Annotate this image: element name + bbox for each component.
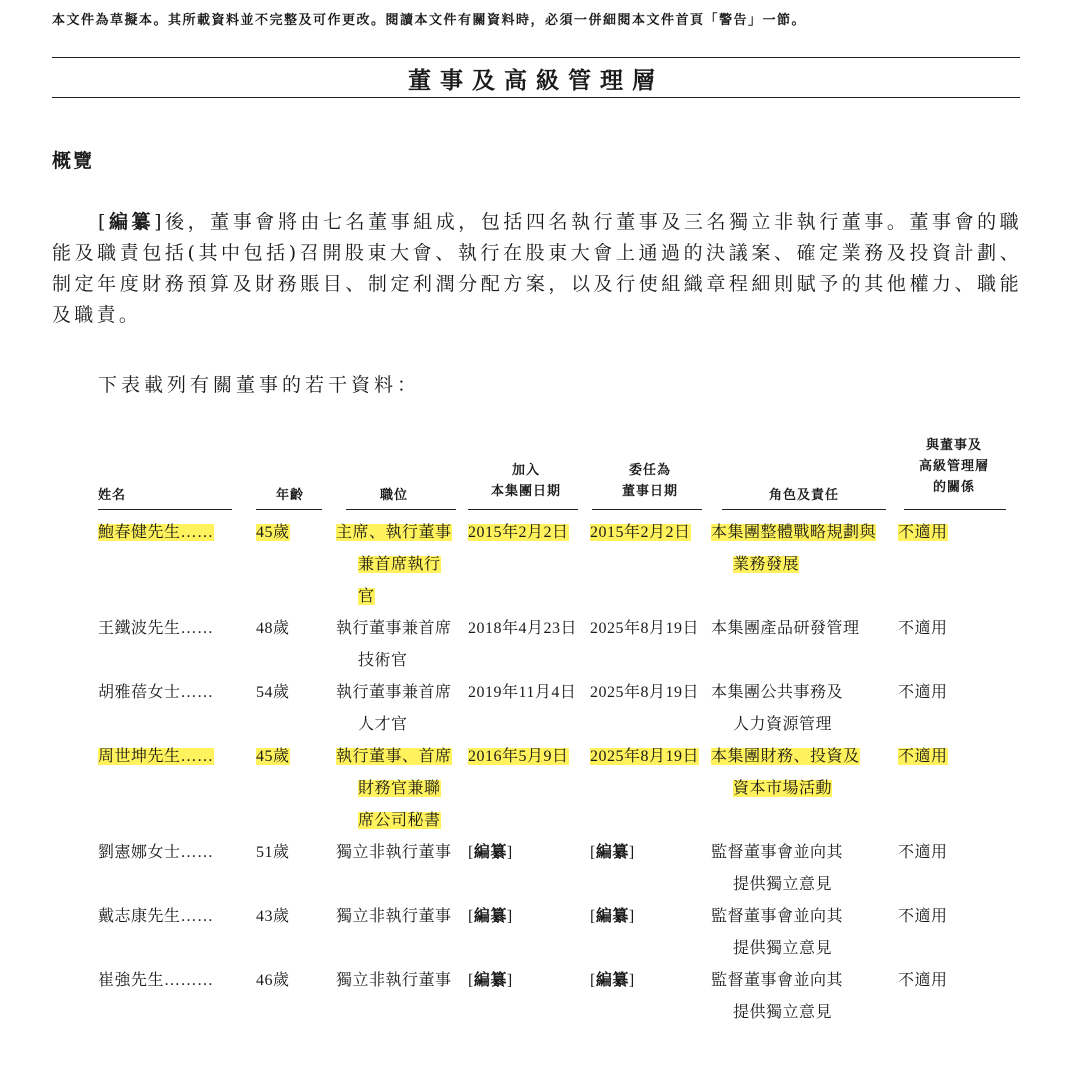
row-position	[336, 741, 452, 837]
row-age	[256, 517, 290, 549]
row-join-date-line: 2016年5月9日	[468, 748, 569, 765]
row-age	[256, 677, 290, 709]
row-role-line: 本集團整體戰略規劃與	[711, 524, 877, 541]
row-appoint-date	[590, 677, 699, 709]
row-age	[256, 741, 290, 773]
row-name-line: 崔強先生………	[98, 972, 214, 989]
row-age-line: 45歲	[256, 748, 290, 765]
row-join-date-line: [編纂]	[468, 844, 513, 861]
row-position	[336, 517, 452, 613]
row-appoint-date	[590, 965, 635, 997]
paragraph-redacted: 編纂	[108, 211, 155, 233]
header-underline	[904, 509, 1006, 510]
row-position	[336, 965, 452, 997]
row-name	[98, 837, 214, 869]
row-name-line: 鮑春健先生……	[98, 524, 214, 541]
header-relation-l1: 與董事及	[925, 438, 982, 453]
row-join-date-line: 2018年4月23日	[468, 620, 578, 637]
row-name-line: 戴志康先生……	[98, 908, 214, 925]
row-appoint-date-line: 2025年8月19日	[590, 748, 700, 765]
row-position	[336, 613, 452, 677]
row-role	[711, 837, 843, 901]
row-name-line: 王鐵波先生……	[98, 620, 214, 637]
row-relation-line: 不適用	[898, 908, 948, 925]
paragraph-text: ]後，董事會將由七名董事組成，包括四名執行董事及三名獨立非執行董事。董事會的職能及職責包括(其中包括)召開股東大會、執行在股東大會上通過的決議案、確定業務及投資計劃、制定年度財務預算及財務賬目、制定利潤分配方案，以及行使組織章程細則賦予的其他權力、職能及職責。	[52, 211, 1022, 326]
row-relation-line: 不適用	[898, 748, 948, 765]
row-role-line: 提供獨立意見	[733, 1004, 833, 1021]
header-underline	[722, 509, 886, 510]
overview-heading: 概覽	[52, 150, 95, 172]
row-role	[711, 677, 843, 741]
row-role-line: 本集團財務、投資及	[711, 748, 860, 765]
header-age: 年齡	[276, 488, 305, 503]
row-position-line: 獨立非執行董事	[336, 844, 452, 861]
row-relation-line: 不適用	[898, 844, 948, 861]
row-position	[336, 837, 452, 869]
row-join-date	[468, 741, 569, 773]
row-position-line: 獨立非執行董事	[336, 972, 452, 989]
row-relation	[898, 677, 948, 709]
header-underline	[346, 509, 456, 510]
row-join-date-line: [編纂]	[468, 972, 513, 989]
row-age	[256, 837, 290, 869]
row-role	[711, 901, 843, 965]
row-position	[336, 901, 452, 933]
row-appoint-date-line: 2025年8月19日	[590, 620, 700, 637]
row-position-line: 技術官	[358, 652, 408, 669]
row-role	[711, 517, 876, 581]
row-age	[256, 965, 290, 997]
row-appoint-date	[590, 517, 691, 549]
row-join-date-line: 2015年2月2日	[468, 524, 569, 541]
row-relation-line: 不適用	[898, 684, 948, 701]
row-name	[98, 965, 214, 997]
row-role-line: 監督董事會並向其	[711, 844, 844, 861]
title-rule-top	[52, 57, 1020, 58]
paragraph-open-bracket: [	[98, 211, 109, 233]
row-role-line: 提供獨立意見	[733, 876, 833, 893]
row-name-line: 胡雅蓓女士……	[98, 684, 214, 701]
row-name	[98, 613, 214, 645]
header-relation-l2: 高級管理層	[918, 459, 989, 474]
row-relation	[898, 613, 948, 645]
row-position-line: 官	[358, 588, 375, 605]
row-age-line: 46歲	[256, 972, 290, 989]
row-position-line: 主席、執行董事	[336, 524, 452, 541]
row-appoint-date-line: 2015年2月2日	[590, 524, 691, 541]
row-join-date	[468, 613, 577, 645]
row-position	[336, 677, 452, 741]
row-relation	[898, 741, 948, 773]
row-join-date	[468, 901, 513, 933]
row-position-line: 執行董事兼首席	[336, 684, 452, 701]
header-appoint-l1: 委任為	[628, 463, 671, 478]
row-role	[711, 965, 843, 1029]
row-join-date	[468, 965, 513, 997]
header-underline	[256, 509, 322, 510]
row-age-line: 54歲	[256, 684, 290, 701]
row-role-line: 業務發展	[733, 556, 800, 573]
row-name	[98, 517, 214, 549]
row-age-line: 45歲	[256, 524, 290, 541]
header-relation-l3: 的關係	[932, 480, 975, 495]
row-name	[98, 741, 214, 773]
row-position-line: 執行董事、首席	[336, 748, 452, 765]
row-role-line: 人力資源管理	[733, 716, 833, 733]
draft-warning: 本文件為草擬本。其所載資料並不完整及可作更改。閱讀本文件有關資料時，必須一併細閱本文件首頁「警告」一節。	[52, 13, 807, 28]
header-underline	[98, 509, 232, 510]
row-appoint-date	[590, 837, 635, 869]
row-join-date	[468, 517, 569, 549]
row-role-line: 本集團產品研發管理	[711, 620, 860, 637]
section-title: 董事及高級管理層	[408, 67, 664, 94]
row-position-line: 席公司秘書	[358, 812, 441, 829]
row-name-line: 劉憲娜女士……	[98, 844, 214, 861]
row-position-line: 財務官兼聯	[358, 780, 441, 797]
header-join-l1: 加入	[511, 463, 540, 478]
header-name: 姓名	[98, 488, 127, 503]
row-position-line: 兼首席執行	[358, 556, 441, 573]
row-join-date	[468, 677, 576, 709]
row-appoint-date-line: [編纂]	[590, 908, 635, 925]
row-join-date-line: 2019年11月4日	[468, 684, 577, 701]
header-role: 角色及責任	[768, 488, 839, 503]
row-join-date	[468, 837, 513, 869]
row-appoint-date-line: [編纂]	[590, 972, 635, 989]
row-relation	[898, 901, 948, 933]
row-age-line: 43歲	[256, 908, 290, 925]
row-role-line: 本集團公共事務及	[711, 684, 844, 701]
row-role-line: 提供獨立意見	[733, 940, 833, 957]
row-role-line: 監督董事會並向其	[711, 972, 844, 989]
header-appoint-l2: 董事日期	[621, 484, 678, 499]
table-intro: 下表載列有關董事的若干資料：	[98, 374, 421, 396]
header-relation	[904, 435, 1004, 498]
row-name	[98, 677, 214, 709]
row-relation-line: 不適用	[898, 524, 948, 541]
row-age-line: 51歲	[256, 844, 290, 861]
row-role	[711, 741, 860, 805]
row-name	[98, 901, 214, 933]
header-appoint	[592, 460, 708, 502]
header-underline	[468, 509, 578, 510]
row-position-line: 獨立非執行董事	[336, 908, 452, 925]
header-join	[468, 460, 584, 502]
row-position-line: 人才官	[358, 716, 408, 733]
header-underline	[592, 509, 702, 510]
row-role-line: 監督董事會並向其	[711, 908, 844, 925]
row-age	[256, 613, 290, 645]
row-relation-line: 不適用	[898, 620, 948, 637]
row-join-date-line: [編纂]	[468, 908, 513, 925]
header-join-l2: 本集團日期	[490, 484, 561, 499]
row-appoint-date	[590, 741, 699, 773]
row-appoint-date	[590, 613, 699, 645]
row-appoint-date-line: 2025年8月19日	[590, 684, 700, 701]
row-relation-line: 不適用	[898, 972, 948, 989]
row-age	[256, 901, 290, 933]
row-age-line: 48歲	[256, 620, 290, 637]
header-position: 職位	[379, 488, 408, 503]
row-relation	[898, 837, 948, 869]
row-role	[711, 613, 860, 645]
row-role-line: 資本市場活動	[733, 780, 833, 797]
row-appoint-date-line: [編纂]	[590, 844, 635, 861]
row-position-line: 執行董事兼首席	[336, 620, 452, 637]
row-appoint-date	[590, 901, 635, 933]
row-relation	[898, 517, 948, 549]
row-relation	[898, 965, 948, 997]
title-rule-bottom	[52, 97, 1020, 98]
row-name-line: 周世坤先生……	[98, 748, 214, 765]
overview-paragraph	[52, 207, 1022, 331]
